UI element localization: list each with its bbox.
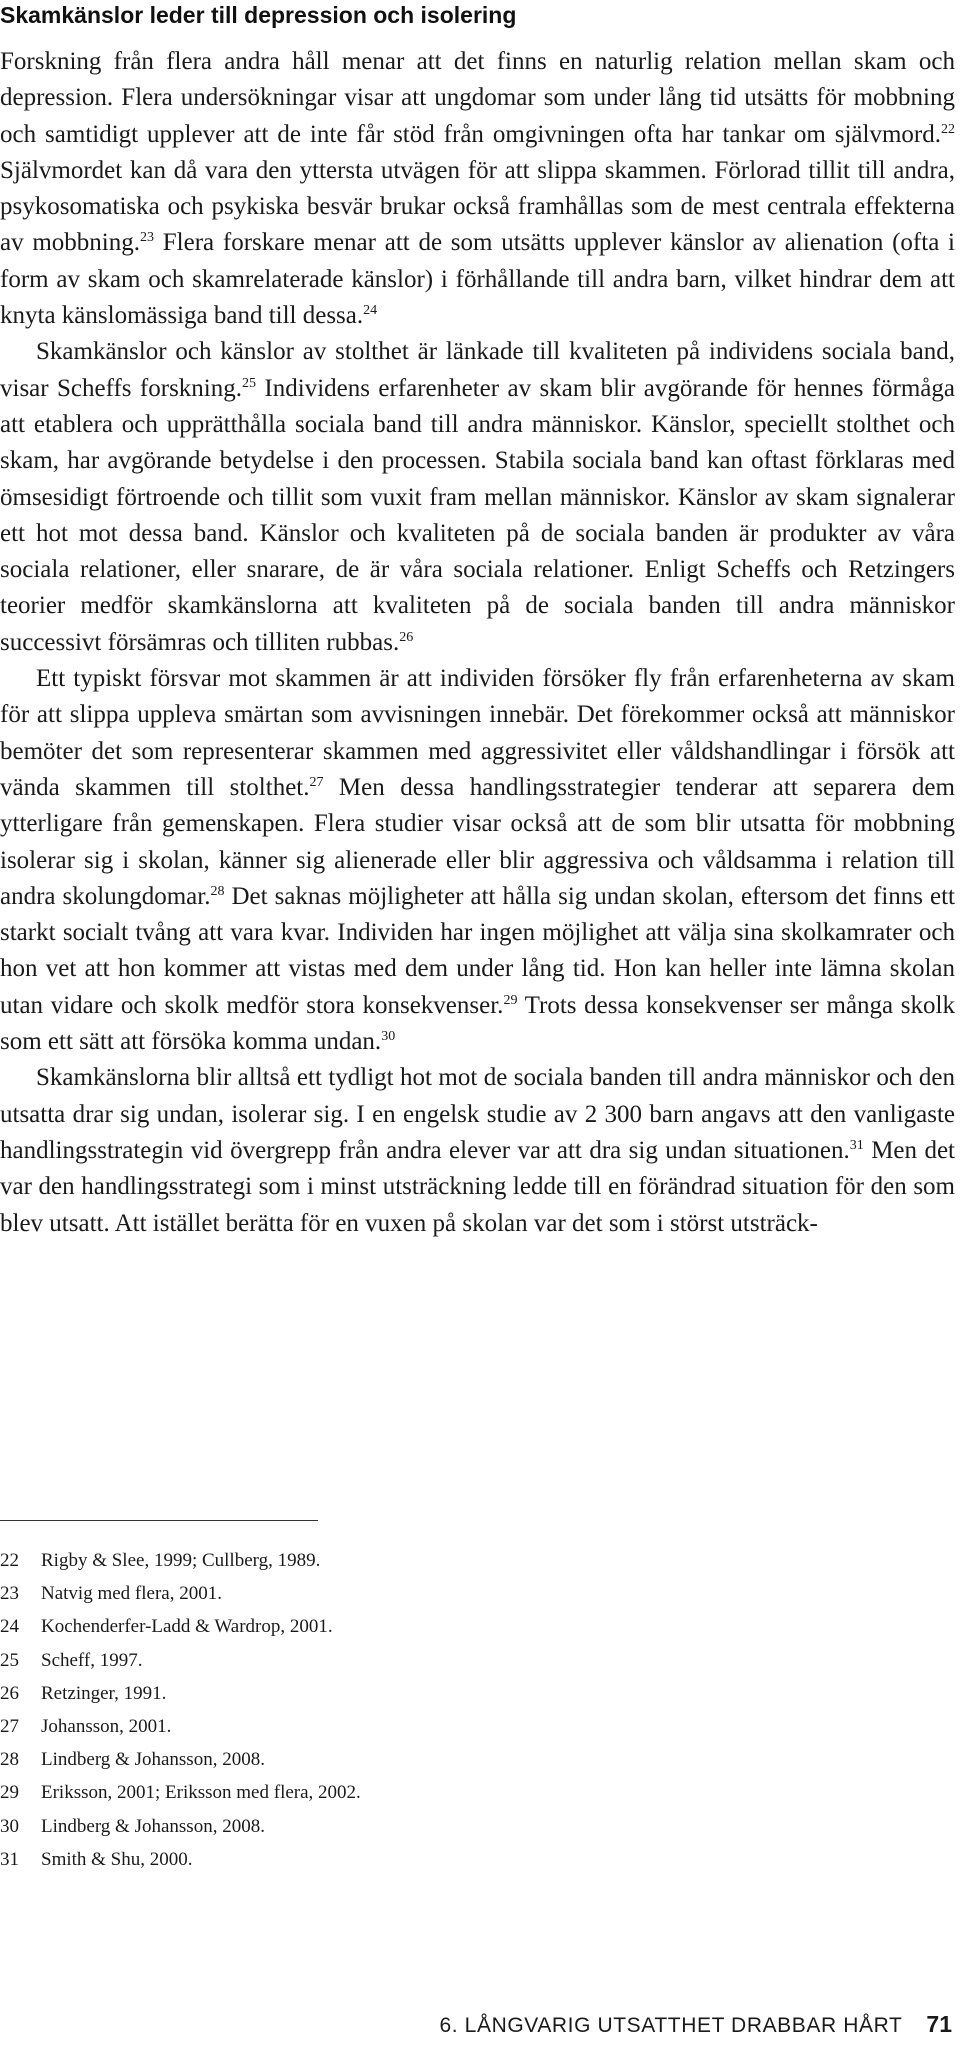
text-run: Individens erfarenheter av skam blir avgörande för hennes förmåga att etablera och upprätthålla sociala band till andra människor. Känslor, speciellt stolthet och skam, har avgörande betydelse i den processen. Stabila sociala band kan oftast förklaras med ömsesidigt förtroende och tillit som vuxit fram mellan människor. Känslor av skam signalerar ett hot mot dessa band. Känslor och kvaliteten på de sociala banden är produkter av våra sociala relationer, eller snarare, de är våra sociala relationer. Enligt Scheffs och Retzingers teorier medför skamkänslorna att kvaliteten på de sociala banden till andra människor successivt försämras och tilliten rubbas. — [0, 374, 955, 656]
footnote-text: Lindberg & Johansson, 2008. — [41, 1749, 265, 1771]
footnote-number: 27 — [0, 1716, 19, 1738]
footnote-reference[interactable]: 23 — [140, 230, 154, 246]
footnote-number: 30 — [0, 1815, 19, 1837]
text-run: Forskning från flera andra håll menar att det finns en naturlig relation mellan skam och depression. Flera undersökningar visar att ungdomar som under lång tid utsätts för mobbning och samtidigt upplever att de inte får stöd från omgivningen ofta har tankar om självmord. — [0, 48, 955, 148]
footnote-reference[interactable]: 28 — [210, 883, 225, 899]
text-run: Skamkänslor och känslor av stolthet är länkade till kvaliteten på individens sociala band, visar Scheffs forskning. — [0, 338, 955, 402]
footnotes — [0, 1544, 600, 1876]
text-run: Skamkänslorna blir alltså ett tydligt hot mot de sociala banden till andra människor och den utsatta drar sig undan, isolerar sig. I en engelsk studie av 2 300 barn angavs att den vanligaste handlingsstrategin vid övergrepp från andra elever var att dra sig undan situationen. — [0, 1064, 955, 1164]
text-run: Men dessa handlingsstrategier tenderar att separera dem ytterligare från gemenskapen. Flera studier visar också att de som blir utsatta för mobbning isolerar sig i skolan, känner sig alienerade eller blir aggressiva och våldsamma i relation till andra skolungdomar. — [0, 773, 955, 910]
footnote-number: 26 — [0, 1682, 19, 1704]
footnote — [0, 1843, 600, 1876]
footnote-text: Smith & Shu, 2000. — [41, 1848, 193, 1870]
text-run: Flera forskare menar att de som utsätts upplever känslor av alienation (ofta i form av skam och skamrelaterade känslor) i förhållande till andra barn, vilket hindrar dem att knyta känslomässiga band till dessa. — [0, 229, 955, 330]
text-run: Men det var den handlingsstrategi som i minst utsträckning ledde till en förändrad situation för den som blev utsatt. Att istället berätta för en vuxen på skolan var det som i störst utsträck- — [0, 1136, 955, 1237]
section-heading: Skamkänslor leder till depression och isolering — [0, 2, 517, 28]
footnote-reference[interactable]: 24 — [363, 303, 378, 319]
footnote-text: Lindberg & Johansson, 2008. — [41, 1815, 265, 1837]
footnote-reference[interactable]: 22 — [941, 121, 955, 137]
footnote-number: 29 — [0, 1782, 19, 1804]
footnote-reference[interactable]: 25 — [242, 375, 257, 391]
footnote-number: 31 — [0, 1848, 19, 1870]
footnote-text: Rigby & Slee, 1999; Cullberg, 1989. — [41, 1550, 321, 1571]
footnote — [0, 1743, 600, 1776]
footnote — [0, 1810, 600, 1843]
footnote-divider — [0, 1520, 318, 1521]
footnote — [0, 1577, 600, 1610]
footnote — [0, 1776, 600, 1809]
paragraph — [0, 1060, 955, 1241]
running-chapter-title: 6. LÅNGVARIG UTSATTHET DRABBAR HÅRT — [439, 2014, 903, 2037]
footnote-reference[interactable]: 27 — [309, 774, 324, 790]
paragraph — [0, 334, 955, 661]
footnote-text: Scheff, 1997. — [41, 1649, 143, 1671]
page-number: 71 — [926, 2011, 952, 2037]
footnote-number: 22 — [0, 1550, 19, 1571]
footnote-number: 25 — [0, 1649, 19, 1671]
body-text — [0, 44, 955, 1242]
text-run: Självmordet kan då vara den yttersta utvägen för att slippa skammen. Förlorad tillit till andra, psykosomatiska och psykiska besvär brukar också framhållas som de mest centrala effekterna av mobbning. — [0, 156, 955, 257]
footnote-number: 28 — [0, 1749, 19, 1771]
footnote — [0, 1544, 600, 1577]
footnote-text: Eriksson, 2001; Eriksson med flera, 2002. — [41, 1782, 361, 1804]
text-run: Ett typiskt försvar mot skammen är att individen försöker fly från erfarenheterna av skam för att slippa uppleva smärtan som avvisningen innebär. Det förekommer också att människor bemöter det som representerar skammen med aggressivitet eller våldshandlingar i försök att vända skammen till stolthet. — [0, 665, 955, 801]
footnote — [0, 1610, 600, 1643]
paragraph — [0, 44, 955, 334]
footnote-reference[interactable]: 30 — [381, 1029, 396, 1045]
footnote — [0, 1677, 600, 1710]
text-run: Trots dessa konsekvenser ser många skolk som ett sätt att försöka komma undan. — [0, 991, 955, 1056]
footnote-text: Kochenderfer-Ladd & Wardrop, 2001. — [41, 1616, 333, 1638]
footnote-reference[interactable]: 26 — [399, 629, 414, 645]
footnote-number: 24 — [0, 1616, 19, 1638]
text-run: Det saknas möjligheter att hålla sig undan skolan, eftersom det finns ett starkt socialt tvång att vara kvar. Individen har ingen möjlighet att välja sina skolkamrater och hon vet att hon kommer att vistas med dem under lång tid. Hon kan heller inte lämna skolan utan vidare och skolk medför stora konsekvenser. — [0, 882, 955, 1019]
footnote-text: Retzinger, 1991. — [41, 1682, 167, 1704]
page-footer — [440, 2010, 952, 2040]
footnote — [0, 1644, 600, 1677]
footnote-text: Natvig med flera, 2001. — [41, 1583, 222, 1605]
footnote-number: 23 — [0, 1583, 19, 1605]
footnote-reference[interactable]: 29 — [503, 992, 518, 1008]
footnote-text: Johansson, 2001. — [41, 1716, 172, 1738]
paragraph — [0, 661, 955, 1060]
footnote-reference[interactable]: 31 — [849, 1137, 864, 1153]
footnote — [0, 1710, 600, 1743]
